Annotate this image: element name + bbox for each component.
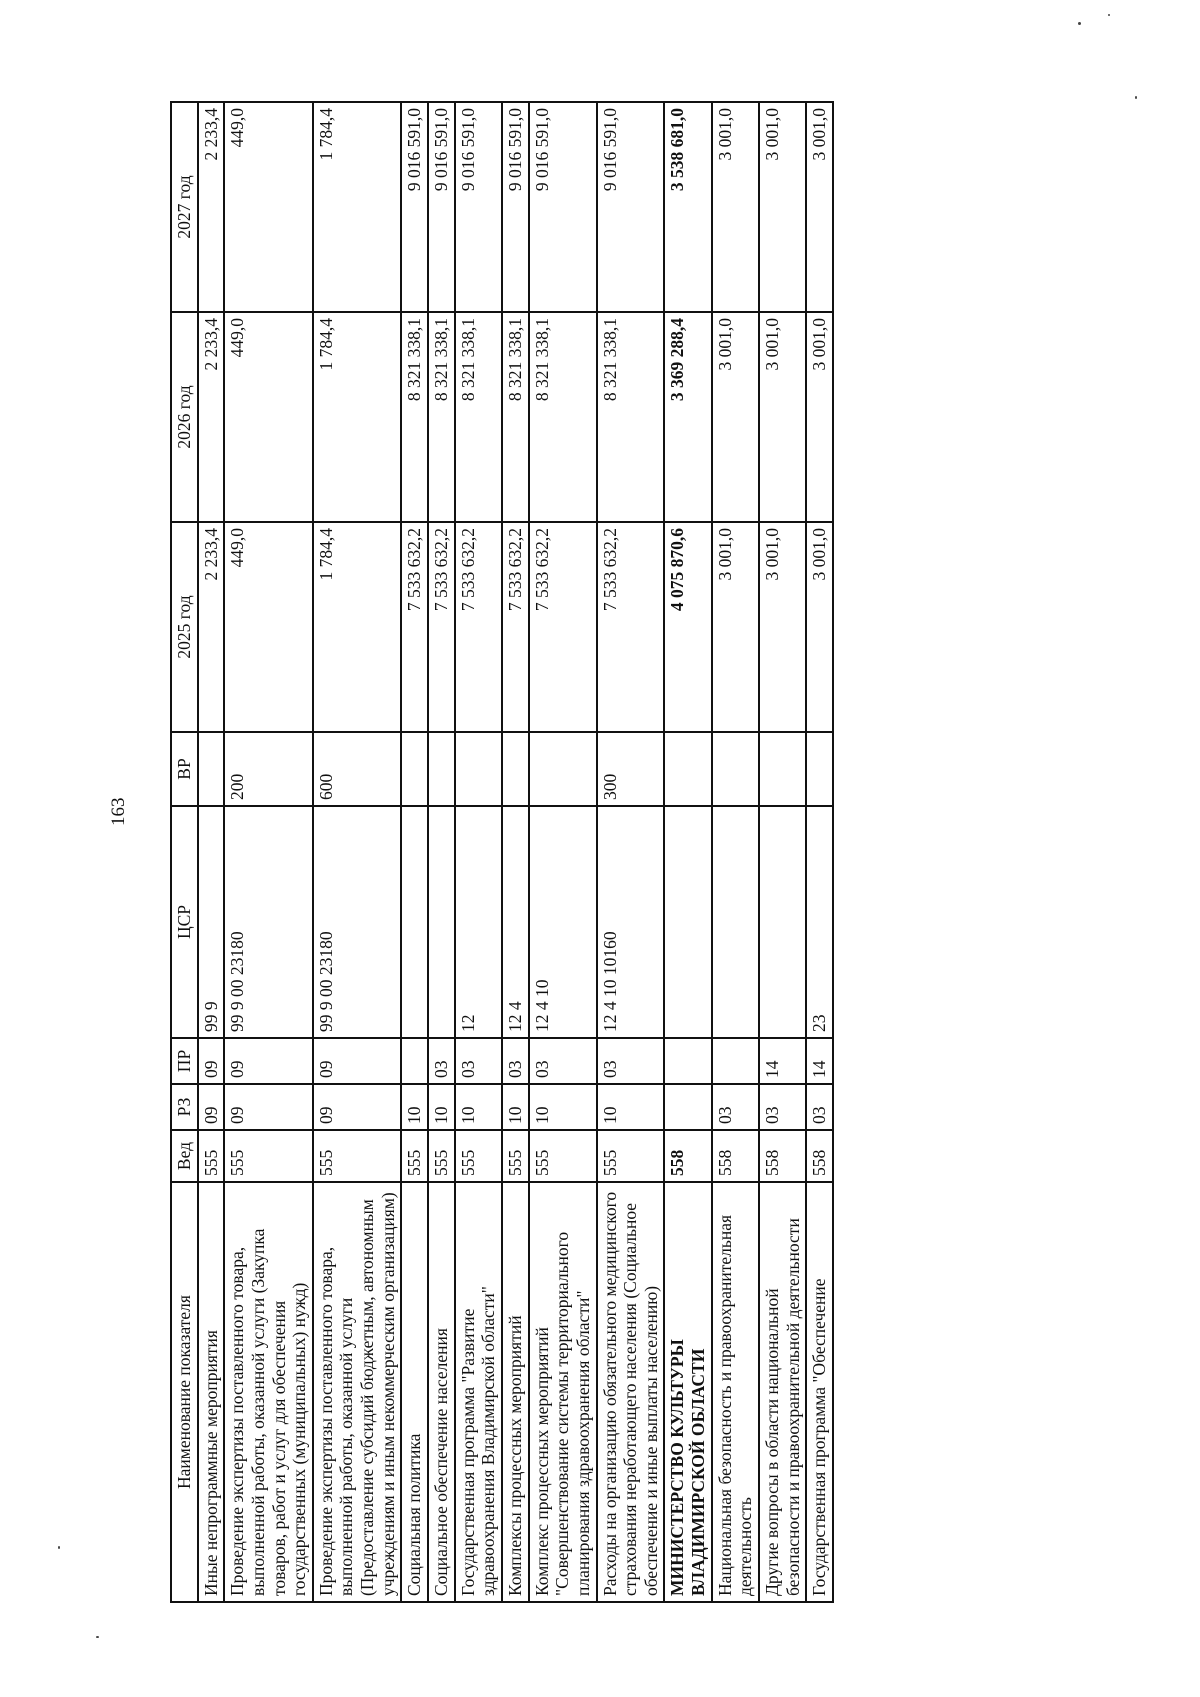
cell-2026: 8 321 338,1 (428, 312, 455, 522)
cell-2027: 9 016 591,0 (428, 102, 455, 312)
header-2025: 2025 год (171, 522, 198, 732)
cell-2027: 9 016 591,0 (401, 102, 428, 312)
cell-vr (455, 732, 502, 806)
cell-name: Другие вопросы в области национальной безопасности и правоохранительной деятельности (759, 1182, 806, 1602)
cell-rz: 10 (529, 1084, 597, 1130)
cell-pr: 09 (198, 1038, 225, 1084)
cell-2026: 8 321 338,1 (502, 312, 529, 522)
cell-name: Комплекс процессных мероприятий "Совершенствование системы территориального планирования здравоохранения области" (529, 1182, 597, 1602)
cell-pr (401, 1038, 428, 1084)
cell-2026: 8 321 338,1 (455, 312, 502, 522)
header-pr: ПР (171, 1038, 198, 1084)
cell-rz: 10 (401, 1084, 428, 1130)
cell-2027: 449,0 (224, 102, 313, 312)
rotated-page-content (170, 103, 834, 1603)
cell-2026: 3 001,0 (712, 312, 759, 522)
cell-rz: 03 (759, 1084, 806, 1130)
scan-speck (96, 1636, 99, 1638)
cell-rz: 10 (428, 1084, 455, 1130)
cell-ved: 555 (529, 1130, 597, 1182)
cell-rz (664, 1084, 711, 1130)
scan-speck (1108, 14, 1110, 16)
cell-2026: 8 321 338,1 (597, 312, 665, 522)
cell-name: МИНИСТЕРСТВО КУЛЬТУРЫ ВЛАДИМИРСКОЙ ОБЛАСТИ (664, 1182, 711, 1602)
scan-speck (58, 1546, 60, 1549)
cell-pr (712, 1038, 759, 1084)
cell-2025: 4 075 870,6 (664, 522, 711, 732)
cell-2027: 9 016 591,0 (529, 102, 597, 312)
cell-pr: 14 (806, 1038, 833, 1084)
table-row (806, 102, 833, 1602)
table-body (198, 102, 833, 1602)
cell-2026: 8 321 338,1 (401, 312, 428, 522)
cell-pr: 03 (502, 1038, 529, 1084)
cell-csr (759, 806, 806, 1038)
header-2027: 2027 год (171, 102, 198, 312)
cell-vr (759, 732, 806, 806)
cell-csr: 23 (806, 806, 833, 1038)
cell-ved: 555 (313, 1130, 402, 1182)
cell-2027: 3 001,0 (712, 102, 759, 312)
table-row (502, 102, 529, 1602)
cell-pr: 03 (529, 1038, 597, 1084)
cell-ved: 555 (502, 1130, 529, 1182)
cell-2027: 3 001,0 (759, 102, 806, 312)
page-number: 163 (108, 797, 129, 826)
table-row (712, 102, 759, 1602)
cell-2026: 1 784,4 (313, 312, 402, 522)
cell-name: Проведение экспертизы поставленного товара, выполненной работы, оказанной услуги (Закупка товаров, работ и услуг для обеспечения государственных (муниципальных) нужд) (224, 1182, 313, 1602)
cell-2026: 3 001,0 (806, 312, 833, 522)
cell-2025: 7 533 632,2 (529, 522, 597, 732)
cell-csr: 12 4 10 (529, 806, 597, 1038)
cell-csr: 12 4 10 10160 (597, 806, 665, 1038)
cell-ved: 558 (712, 1130, 759, 1182)
cell-name: Проведение экспертизы поставленного товара, выполненной работы, оказанной услуги (Предоставление субсидий бюджетным, автономным учреждениям и иным некоммерческим организациям) (313, 1182, 402, 1602)
cell-csr (664, 806, 711, 1038)
cell-2027: 2 233,4 (198, 102, 225, 312)
cell-pr: 03 (597, 1038, 665, 1084)
cell-vr (664, 732, 711, 806)
header-rz: РЗ (171, 1084, 198, 1130)
cell-2027: 9 016 591,0 (502, 102, 529, 312)
cell-2025: 7 533 632,2 (428, 522, 455, 732)
cell-vr (428, 732, 455, 806)
cell-csr: 99 9 00 23180 (313, 806, 402, 1038)
cell-2025: 3 001,0 (759, 522, 806, 732)
table-header-row (171, 102, 198, 1602)
cell-vr: 300 (597, 732, 665, 806)
cell-2025: 7 533 632,2 (401, 522, 428, 732)
cell-vr (529, 732, 597, 806)
cell-rz: 09 (313, 1084, 402, 1130)
cell-name: Социальная политика (401, 1182, 428, 1602)
cell-2027: 3 538 681,0 (664, 102, 711, 312)
cell-pr: 09 (224, 1038, 313, 1084)
cell-2027: 9 016 591,0 (455, 102, 502, 312)
cell-2025: 7 533 632,2 (502, 522, 529, 732)
cell-ved: 555 (198, 1130, 225, 1182)
cell-rz: 03 (712, 1084, 759, 1130)
cell-ved: 555 (428, 1130, 455, 1182)
cell-2025: 3 001,0 (712, 522, 759, 732)
cell-csr: 99 9 (198, 806, 225, 1038)
cell-vr: 600 (313, 732, 402, 806)
cell-name: Социальное обеспечение населения (428, 1182, 455, 1602)
cell-vr (401, 732, 428, 806)
header-csr: ЦСР (171, 806, 198, 1038)
table-row (664, 102, 711, 1602)
cell-ved: 558 (806, 1130, 833, 1182)
cell-rz: 10 (455, 1084, 502, 1130)
cell-rz: 09 (224, 1084, 313, 1130)
table-row (401, 102, 428, 1602)
cell-rz: 10 (502, 1084, 529, 1130)
header-2026: 2026 год (171, 312, 198, 522)
table-row (455, 102, 502, 1602)
cell-vr (198, 732, 225, 806)
cell-ved: 555 (224, 1130, 313, 1182)
cell-2025: 449,0 (224, 522, 313, 732)
cell-name: Иные непрограммные мероприятия (198, 1182, 225, 1602)
cell-vr (712, 732, 759, 806)
cell-csr: 12 4 (502, 806, 529, 1038)
table-row (428, 102, 455, 1602)
table-row (597, 102, 665, 1602)
cell-ved: 558 (664, 1130, 711, 1182)
cell-csr (712, 806, 759, 1038)
header-name: Наименование показателя (171, 1182, 198, 1602)
cell-name: Национальная безопасность и правоохранительная деятельность (712, 1182, 759, 1602)
cell-name: Комплексы процессных мероприятий (502, 1182, 529, 1602)
cell-csr (428, 806, 455, 1038)
scan-speck (1135, 96, 1137, 99)
cell-vr (502, 732, 529, 806)
cell-pr: 03 (455, 1038, 502, 1084)
cell-2025: 3 001,0 (806, 522, 833, 732)
cell-2027: 3 001,0 (806, 102, 833, 312)
cell-pr: 03 (428, 1038, 455, 1084)
cell-csr (401, 806, 428, 1038)
scan-speck (1078, 22, 1081, 25)
cell-rz: 09 (198, 1084, 225, 1130)
header-ved: Вед (171, 1130, 198, 1182)
cell-ved: 555 (401, 1130, 428, 1182)
cell-2026: 3 001,0 (759, 312, 806, 522)
cell-2026: 2 233,4 (198, 312, 225, 522)
table-row (529, 102, 597, 1602)
cell-name: Государственная программа "Обеспечение (806, 1182, 833, 1602)
cell-pr: 14 (759, 1038, 806, 1084)
cell-pr (664, 1038, 711, 1084)
cell-2026: 8 321 338,1 (529, 312, 597, 522)
cell-2027: 1 784,4 (313, 102, 402, 312)
cell-name: Государственная программа "Развитие здравоохранения Владимирской области" (455, 1182, 502, 1602)
table-row (759, 102, 806, 1602)
cell-2025: 7 533 632,2 (455, 522, 502, 732)
cell-rz: 03 (806, 1084, 833, 1130)
cell-csr: 12 (455, 806, 502, 1038)
cell-ved: 555 (597, 1130, 665, 1182)
cell-2027: 9 016 591,0 (597, 102, 665, 312)
cell-2026: 3 369 288,4 (664, 312, 711, 522)
cell-ved: 558 (759, 1130, 806, 1182)
budget-table (170, 101, 834, 1603)
table-row (313, 102, 402, 1602)
cell-2026: 449,0 (224, 312, 313, 522)
cell-ved: 555 (455, 1130, 502, 1182)
cell-name: Расходы на организацию обязательного медицинского страхования неработающего населения (Социальное обеспечение и иные выплаты населению) (597, 1182, 665, 1602)
cell-pr: 09 (313, 1038, 402, 1084)
cell-2025: 1 784,4 (313, 522, 402, 732)
cell-vr (806, 732, 833, 806)
cell-rz: 10 (597, 1084, 665, 1130)
cell-vr: 200 (224, 732, 313, 806)
cell-csr: 99 9 00 23180 (224, 806, 313, 1038)
header-vr: ВР (171, 732, 198, 806)
cell-2025: 2 233,4 (198, 522, 225, 732)
table-row (224, 102, 313, 1602)
cell-2025: 7 533 632,2 (597, 522, 665, 732)
table-row (198, 102, 225, 1602)
